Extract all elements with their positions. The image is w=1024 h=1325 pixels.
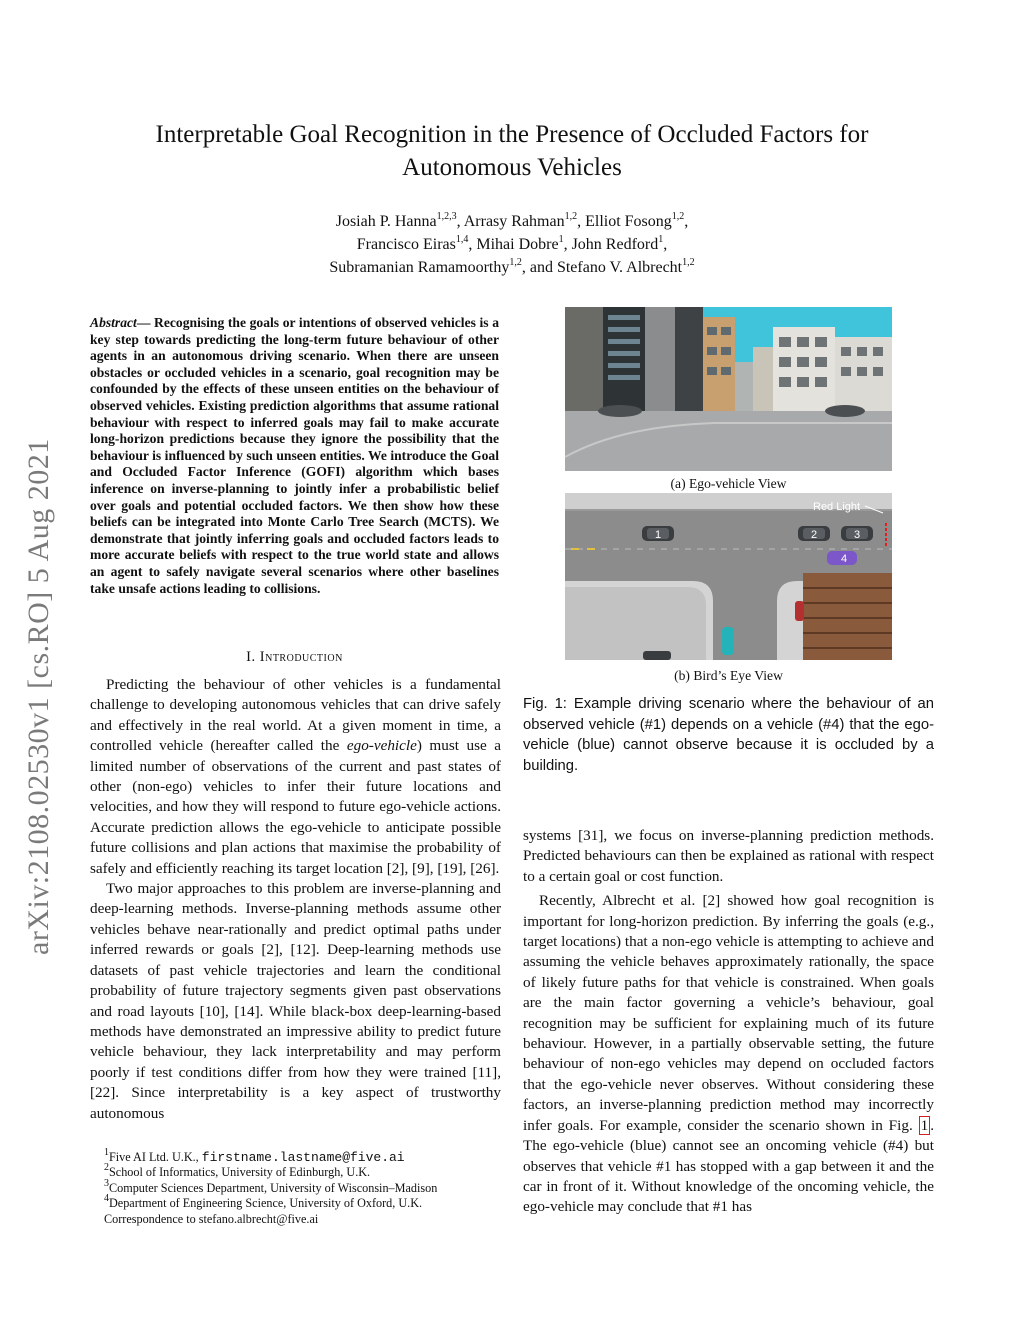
abstract (90, 315, 499, 597)
footnote-email: firstname.lastname@five.ai (201, 1150, 405, 1165)
gofi-acronym: GOFI (305, 464, 341, 480)
intro-paragraph-1 (90, 675, 501, 879)
author-line-1 (150, 210, 874, 233)
section-title: Introduction (259, 649, 343, 665)
paper-title: Interpretable Goal Recognition in the Presence of Occluded Factors for Autonomous Vehicles (155, 121, 869, 181)
figure-caption: Fig. 1: Example driving scenario where the behaviour of an observed vehicle (#1) depends on a vehicle (#4) that the ego-vehicle (blue) cannot observe because it is occluded by a building. (523, 696, 934, 774)
car-label: 3 (853, 529, 861, 541)
building (753, 347, 773, 413)
footnote-number: 3 (104, 1177, 109, 1189)
red-light-label: Red Light (813, 501, 861, 513)
right-paragraph-1: systems [31], we focus on inverse-planning prediction methods. Predicted behaviours can then be explained as rational with respect to a certain goal or cost function. (523, 827, 934, 885)
occluding-building (803, 573, 892, 660)
author-name: Mihai Dobre (476, 236, 559, 253)
footnote-text: Department of Engineering Science, University of Oxford, U.K. (109, 1196, 423, 1211)
affiliation-mark: 1,2,3 (436, 210, 457, 222)
author-name: Elliot Fosong (585, 213, 672, 230)
author-list (150, 210, 874, 279)
author-name: John Redford (571, 236, 659, 253)
figure-ego-vehicle-view (565, 307, 892, 471)
footnote (104, 1177, 504, 1196)
right-paragraph-2 (523, 891, 934, 1218)
author-separator: , (577, 213, 586, 230)
footnotes (104, 1146, 504, 1227)
footnote-text: Correspondence to stefano.albrecht@five.ai (104, 1211, 319, 1226)
subcaption-a: (a) Ego-vehicle View (670, 476, 787, 491)
section-heading-introduction (90, 649, 499, 666)
car (598, 405, 642, 417)
footnote-number: 1 (104, 1146, 109, 1158)
author-line-2 (150, 233, 874, 256)
footnote (104, 1193, 504, 1211)
author-separator: , (468, 236, 477, 253)
footnote (104, 1212, 504, 1227)
affiliation-mark: 1,2 (509, 256, 522, 268)
abstract-label: Abstract (90, 315, 137, 330)
author-separator: , (663, 236, 668, 253)
footnote-text: Computer Sciences Department, University of Wisconsin–Madison (109, 1180, 438, 1195)
author-separator: , (684, 213, 689, 230)
ego-vehicle-term: ego-vehicle (346, 737, 417, 755)
intro-body (90, 675, 501, 1124)
mcts-acronym: MCTS (428, 514, 468, 530)
abstract-dash: — (136, 315, 155, 330)
affiliation-mark: 1 (558, 233, 564, 245)
car (825, 405, 865, 417)
subcaption-b: (b) Bird’s Eye View (674, 668, 783, 683)
parked-car (795, 601, 804, 621)
road (565, 411, 892, 471)
intro-paragraph-2: Two major approaches to this problem are inverse-planning and deep-learning methods. Inverse-planning methods assume other vehicles behave near-rationally and predict optimal paths under inferred rewards or goals [2], [12]. Deep-learning methods use datasets of past vehicle trajectories and learn the conditional probability of future trajectory segments given past observations and road layouts [10], [14]. While black-box deep-learning-based methods have demonstrated an impressive ability to predict future vehicle behaviour, they lack interpretability and may perform poorly if test conditions differ from how they were trained [11], [22]. Since interpretability is a key aspect of trustworthy autonomous (90, 880, 501, 1122)
right-column-body (523, 826, 934, 1218)
author-separator: , (563, 236, 572, 253)
author-name: Subramanian Ramamoorthy (329, 259, 510, 276)
affiliation-mark: 1,2 (682, 256, 695, 268)
author-line-3 (150, 256, 874, 279)
footnote-text: School of Informatics, University of Edinburgh, U.K. (109, 1165, 371, 1180)
car-label: 4 (840, 553, 848, 565)
building (565, 307, 605, 415)
building (675, 307, 703, 415)
abstract-text: ) algorithm which bases inference on inverse-planning to jointly infer a probabilistic belief over goals and potential occluded factors. We then show how these beliefs can be integrated into Monte Carlo Tree Search ( (90, 464, 499, 530)
section-number: I. (246, 649, 256, 665)
building (735, 362, 753, 412)
footnote (104, 1162, 504, 1180)
affiliation-mark: 1 (658, 233, 664, 245)
car-label: 2 (810, 529, 818, 541)
car-1 (642, 526, 674, 541)
car-label: 1 (654, 529, 662, 541)
car-4-occluded (827, 551, 857, 565)
author-name: Arrasy Rahman (463, 213, 565, 230)
author-name: Stefano V. Albrecht (556, 259, 683, 276)
figure-birds-eye-view (565, 493, 892, 660)
abstract-text: ). We demonstrate that jointly inferring goals and occluded factors leads to more accurate beliefs with respect to the true world state and allows an agent to safely navigate several scenarios where other baselines take unsafe actions leading to collisions. (90, 514, 499, 596)
author-separator: , (456, 213, 464, 230)
footnote (104, 1146, 504, 1165)
figure-reference-link[interactable]: 1 (920, 1116, 929, 1134)
paragraph-text: . The ego-vehicle (blue) cannot see an oncoming vehicle (#4) but observes that vehicle #1 has stopped with a gap between it and the car in front of it. Without knowledge of the oncoming vehicle, the ego-vehicle may conclude that #1 has (523, 1116, 934, 1216)
paragraph-text: ) must use a limited number of observations of the current and past states of other (non-ego) vehicles to infer their future locations and velocities, and how they will respond to future ego-vehicle actions. Accurate prediction allows the ego-vehicle to anticipate possible future collisions and plan actions that maximise the probability of safely and efficiently reaching its target location [2], [9], [19], [26]. (90, 737, 501, 877)
paragraph-text: Recently, Albrecht et al. [2] showed how goal recognition is important for long-horizon prediction. By inferring the goals (e.g., target locations) that a non-ego vehicle is attempting to achieve and assuming the vehicle behaves approximately rationally, the space of likely future paths for that vehicle is constrained. When goals are the main factor governing a vehicle’s behaviour, goal recognition may be sufficient for explaining much of its future behaviour. However, in a partially observable setting, the future behaviour of non-ego vehicles may depend on occluded factors that the ego-vehicle never observes. Without considering these factors, an inverse-planning prediction method may incorrectly infer goals. For example, consider the scenario shown in Fig. (523, 892, 934, 1134)
parked-car (643, 651, 671, 660)
author-name: Francisco Eiras (356, 236, 456, 253)
arxiv-identifier: arXiv:2108.02530v1 [cs.RO] 5 Aug 2021 (22, 438, 55, 955)
abstract-text: Recognising the goals or intentions of observed vehicles is a key step towards predicting the long-term future behaviour of other agents in an autonomous driving scenario. When there are unseen obstacles or occluded vehicles in a scenario, goal recognition may be confounded by the effects of these unseen entities on the behaviour of observed vehicles. Existing prediction algorithms that assume rational behaviour with respect to inferred goals may fail to make accurate long-horizon predictions because they ignore the possibility that the behaviour is influenced by such unseen entities. We introduce the Goal and Occluded Factor Inference ( (90, 315, 499, 480)
footnote-number: 2 (104, 1162, 109, 1174)
car-3 (841, 526, 873, 541)
building-block (565, 587, 706, 660)
building (645, 307, 675, 412)
paragraph-text: Predicting the behaviour of other vehicles is a fundamental challenge to developing autonomous vehicles that can drive safely and effectively in the real world. At a given moment in time, a controlled vehicle (hereafter called the (90, 676, 501, 755)
affiliation-mark: 1,4 (455, 233, 469, 245)
author-name: Josiah P. Hanna (335, 213, 437, 230)
affiliation-mark: 1,2 (671, 210, 685, 222)
car-2 (798, 526, 830, 541)
affiliation-mark: 1,2 (564, 210, 578, 222)
ego-vehicle (722, 627, 734, 655)
footnote-number: 4 (104, 1193, 109, 1205)
footnote-text: Five AI Ltd. U.K., (109, 1150, 202, 1164)
author-separator: , and (521, 259, 557, 276)
